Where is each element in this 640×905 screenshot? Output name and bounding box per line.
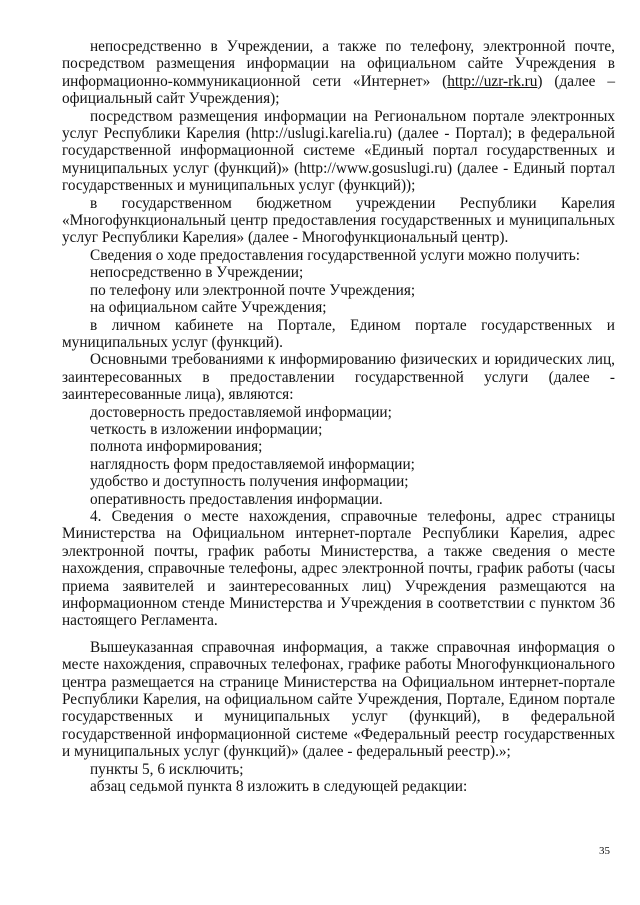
paragraph-8: в личном кабинете на Портале, Едином портале государственных и муниципальных услуг (функций).	[62, 316, 615, 351]
paragraph-9: Основными требованиями к информированию физических и юридических лиц, заинтересованных в предоставлении государственной услуги (далее - заинтересованные лица), являются:	[62, 351, 615, 404]
paragraph-5: непосредственно в Учреждении;	[90, 264, 304, 282]
website-link[interactable]: http://uzr-rk.ru	[447, 72, 538, 90]
paragraph-6: по телефону или электронной почте Учреждения;	[90, 281, 416, 299]
paragraph-18: пункты 5, 6 исключить;	[90, 760, 244, 778]
paragraph-17: Вышеуказанная справочная информация, а также справочная информация о месте нахождения, справочных телефонах, графике работы Многофункционального центра размещается на странице Министерства на Официальном интернет-портале Республики Карелия, на официальном сайте Учреждения, Портале, Едином портале государственных и муниципальных услуг (функций), в федеральной государственной информационной системе «Федеральный реестр государственных и муниципальных услуг (функций)» (далее - федеральный реестр).»;	[62, 638, 615, 761]
paragraph-1	[62, 38, 615, 108]
paragraph-13: наглядность форм предоставляемой информации;	[90, 455, 415, 473]
paragraph-16: 4. Сведения о месте нахождения, справочные телефоны, адрес страницы Министерства на Официальном интернет-портале Республики Карелия, адрес электронной почты, график работы Министерства, а также сведения о месте нахождения, справочные телефоны, адрес электронной почты, график работы (часы приема заявителей и заинтересованных лиц) Учреждения размещаются на информационном стенде Министерства и Учреждения в соответствии с пунктом 36 настоящего Регламента.	[62, 507, 615, 630]
paragraph-3: в государственном бюджетном учреждении Республики Карелия «Многофункциональный центр предоставления государственных и муниципальных услуг Республики Карелия» (далее - Многофункциональный центр).	[62, 194, 615, 247]
paragraph-1-before: непосредственно в Учреждении, а также по телефону, электронной почте, посредством размещения информации на официальном сайте Учреждения в информационно-коммуникационной сети «Интернет» (	[62, 38, 615, 90]
paragraph-7: на официальном сайте Учреждения;	[90, 299, 327, 317]
paragraph-12: полнота информирования;	[90, 438, 263, 456]
paragraph-14: удобство и доступность получения информации;	[90, 473, 409, 491]
paragraph-10: достоверность предоставляемой информации;	[90, 403, 392, 421]
paragraph-1-after: ) (далее – официальный сайт Учреждения);	[62, 72, 615, 108]
paragraph-2: посредством размещения информации на Региональном портале электронных услуг Республики Карелия (http://uslugi.karelia.ru) (далее - Портал); в федеральной государственной информационной системе «Единый портал государственных и муниципальных услуг (функций)» (http://www.gosuslugi.ru) (далее - Единый портал государственных и муниципальных услуг (функций));	[62, 107, 615, 195]
paragraph-19: абзац седьмой пункта 8 изложить в следующей редакции:	[90, 778, 468, 796]
page-number: 35	[599, 845, 610, 857]
paragraph-11: четкость в изложении информации;	[90, 420, 323, 438]
paragraph-4: Сведения о ходе предоставления государственной услуги можно получить:	[90, 246, 580, 264]
document-page	[62, 38, 615, 795]
paragraph-15: оперативность предоставления информации.	[90, 490, 383, 508]
